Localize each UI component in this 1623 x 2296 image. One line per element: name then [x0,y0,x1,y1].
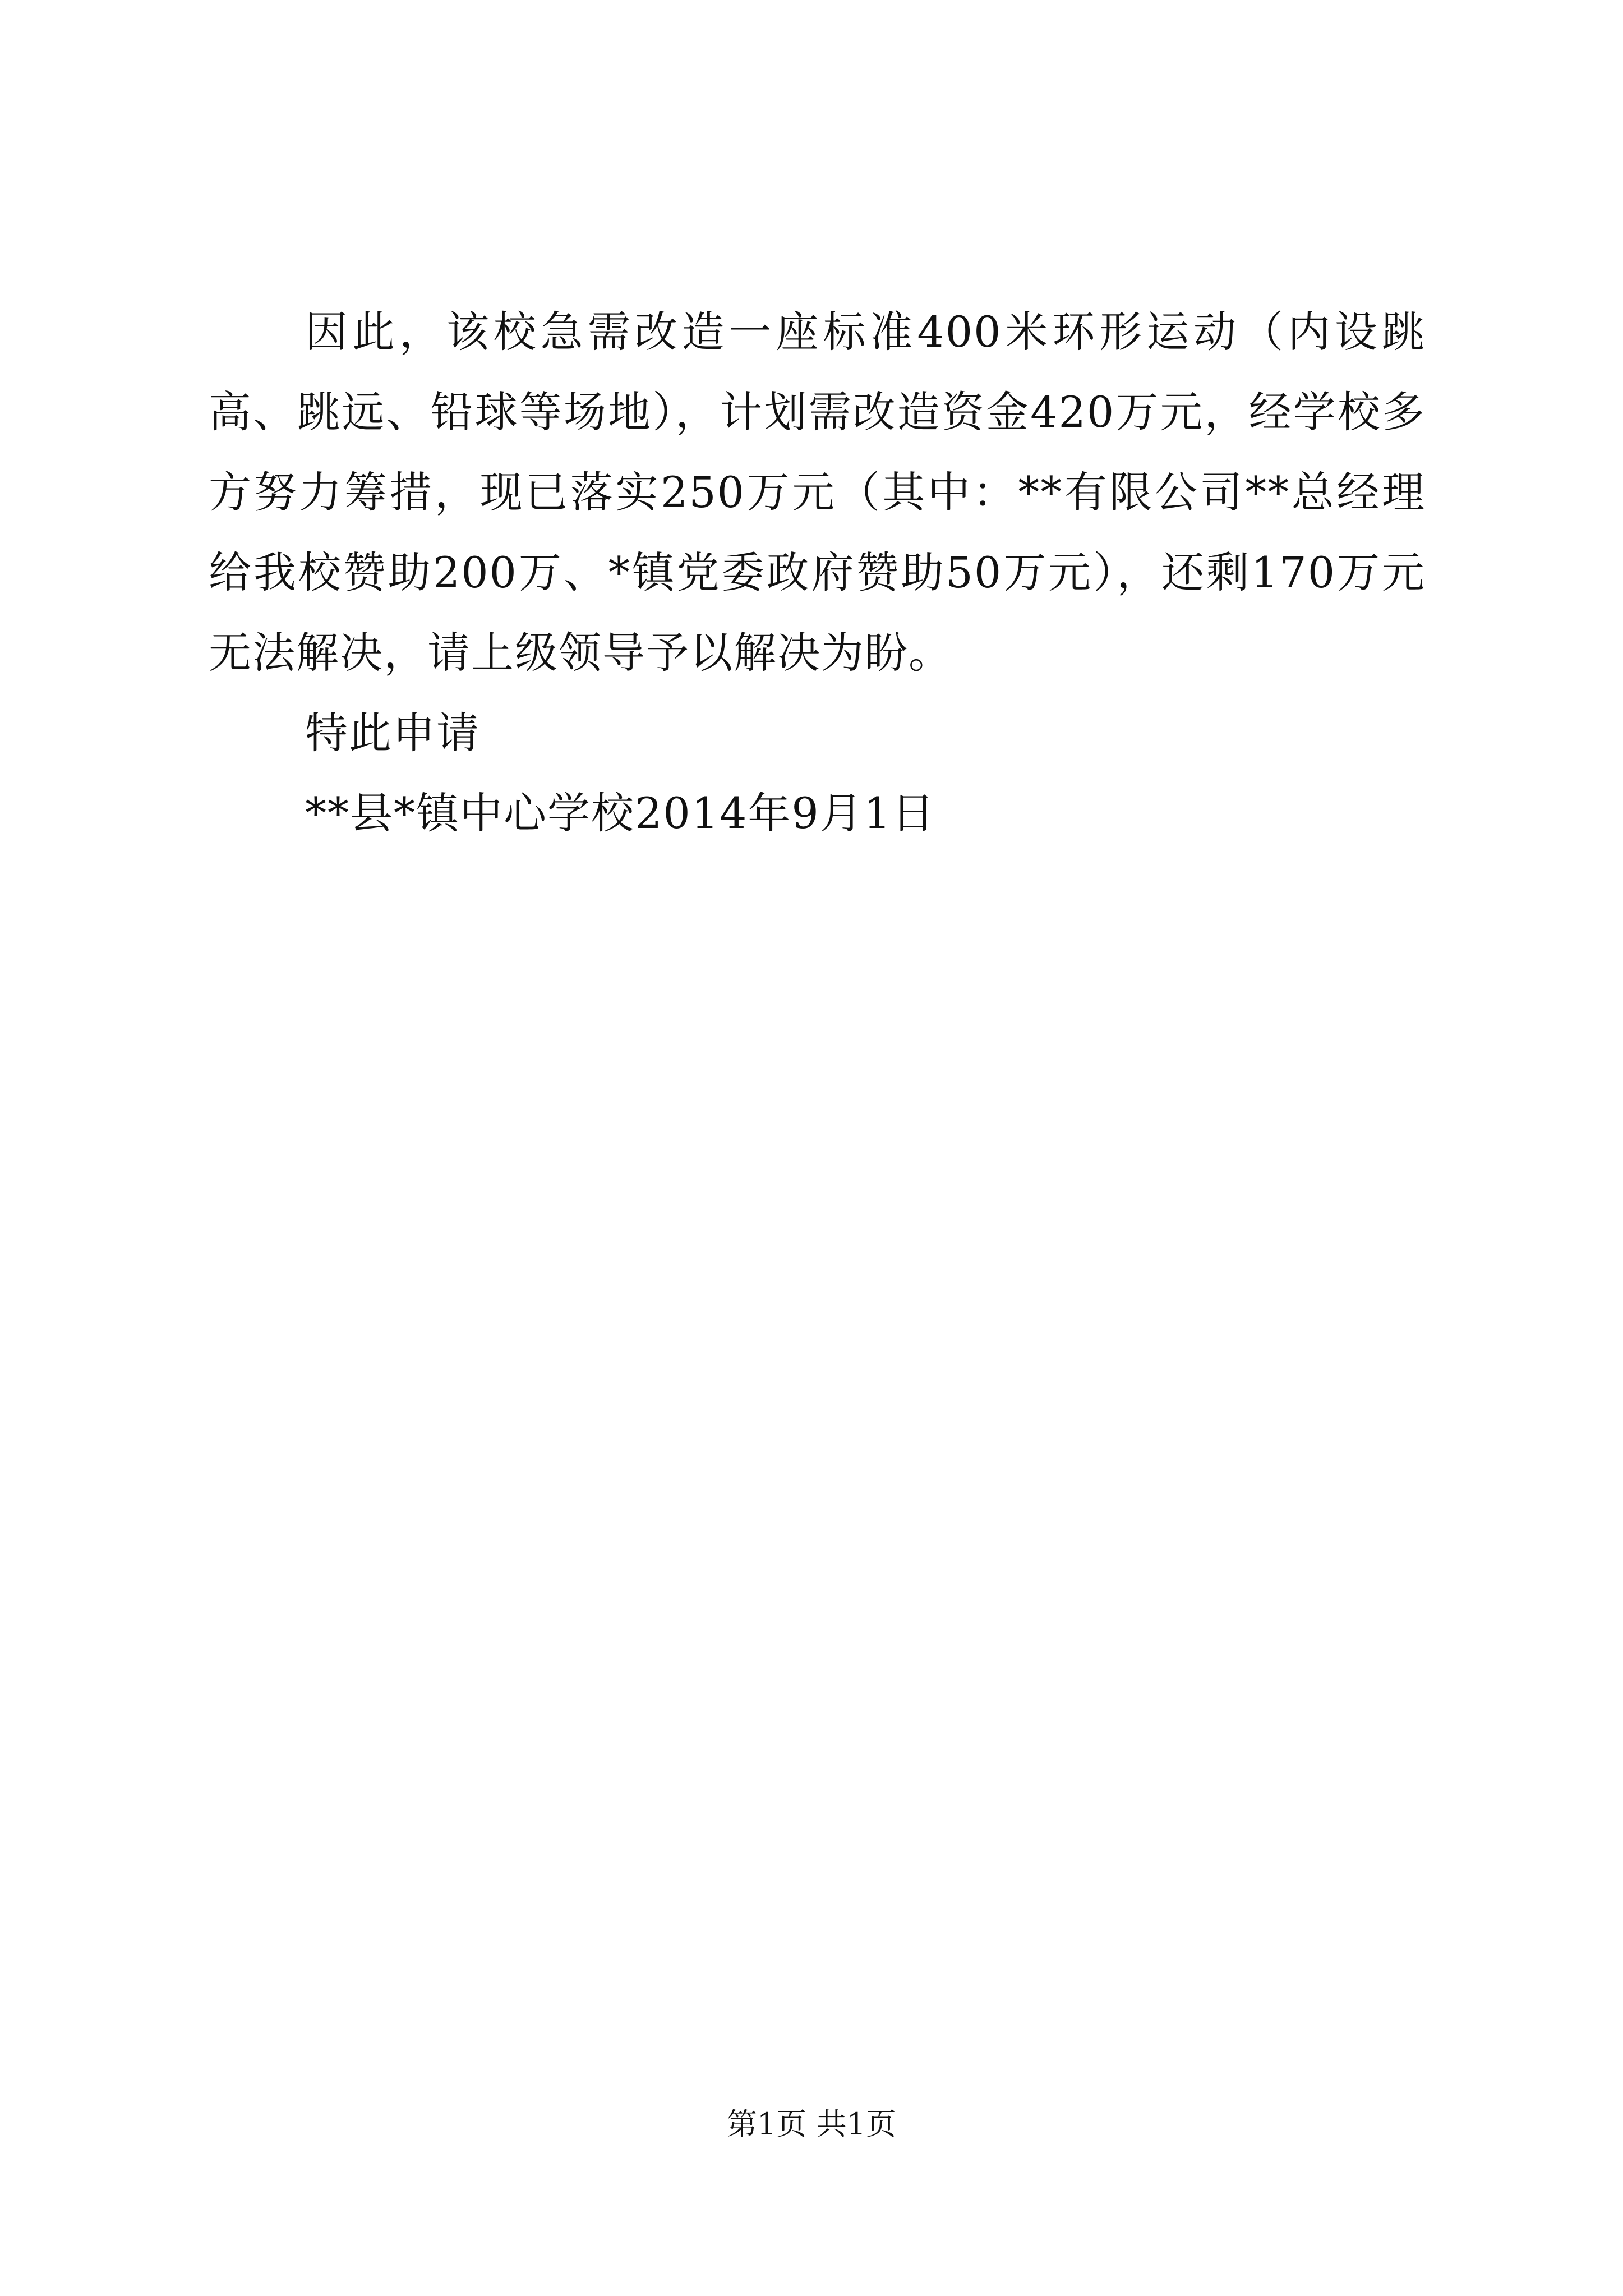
closing-line: 特此申请 [305,708,480,758]
signature-line: **县*镇中心学校2014年9月1日 [305,788,936,838]
document-body [209,292,1426,853]
page-footer: 第1页 共1页 [727,2106,896,2142]
body-paragraph: 因此，该校急需改造一座标准400米环形运动（内设跳高、跳远、铅球等场地），计划需改造资金420万元，经学校多方努力筹措，现已落实250万元（其中：**有限公司**总经理给我校赞助200万、*镇党委政府赞助50万元），还剩170万元无法解决，请上级领导予以解决为盼。 [209,307,1426,678]
